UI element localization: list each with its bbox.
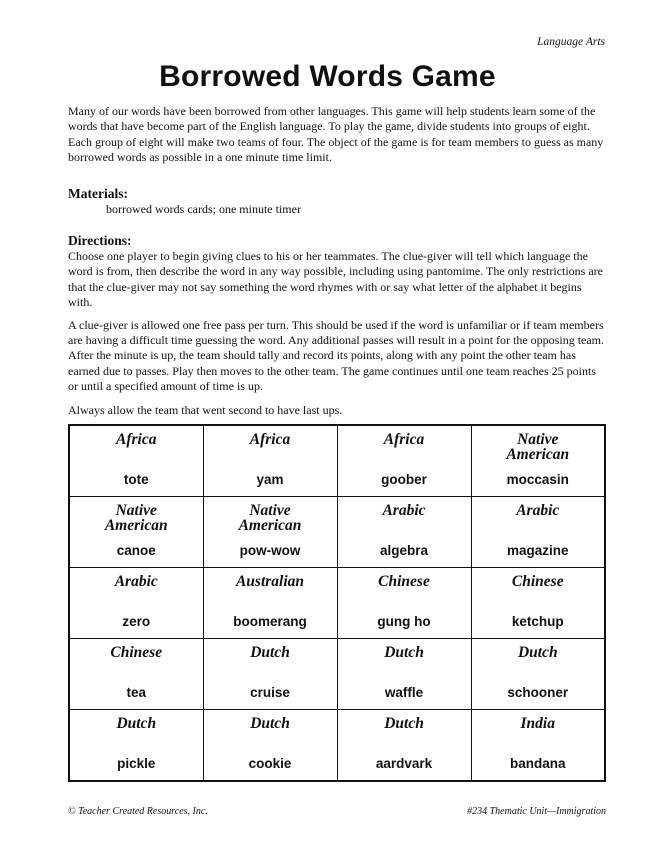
word-card — [69, 638, 203, 709]
card-word: zero — [122, 613, 151, 629]
word-card — [471, 638, 605, 709]
materials-heading: Materials: — [68, 185, 128, 201]
card-language: Dutch — [116, 714, 157, 732]
card-language: Arabic — [114, 572, 158, 590]
card-language: Dutch — [250, 643, 290, 661]
word-card — [471, 567, 605, 638]
card-language: Africa — [383, 431, 425, 448]
card-word: pow-wow — [239, 543, 301, 558]
card-language: Arabic — [382, 502, 426, 519]
word-card — [203, 567, 337, 638]
instructions — [68, 104, 608, 418]
card-language: Chinese — [378, 572, 430, 590]
card-word: tote — [123, 472, 149, 487]
card-language: Arabic — [516, 502, 560, 519]
card-word: ketchup — [511, 613, 564, 629]
word-card — [471, 425, 605, 497]
card-language: Africa — [116, 431, 157, 448]
word-card — [203, 425, 337, 497]
word-card — [203, 709, 337, 781]
word-card — [337, 638, 471, 709]
card-language: Dutch — [384, 643, 424, 661]
word-card — [203, 638, 337, 709]
card-language: India — [520, 714, 555, 732]
card-word: aardvark — [375, 755, 433, 771]
directions-paragraph-3: Always allow the team that went second to have last ups. — [68, 402, 343, 417]
card-language: Dutch — [517, 643, 558, 661]
card-word: cookie — [248, 755, 292, 771]
cards-row — [69, 567, 605, 638]
directions-paragraph-1: Choose one player to begin giving clues to his or her teammates. The clue-giver will tell which language the word is from, then describe the word in any way possible, including using pantomime. The only restrictions are that the clue-giver may not say something the word rhymes with or say what letter of the alphabet it begins with. — [68, 249, 604, 310]
cards-row — [69, 709, 605, 781]
footer-copyright: © Teacher Created Resources, Inc. — [68, 806, 208, 817]
page-title: Borrowed Words Game — [159, 60, 496, 93]
directions-paragraph-2: A clue-giver is allowed one free pass per turn. This should be used if the word is unfamiliar or if team members are having a difficult time guessing the word. Any additional passes will result in a point for the opposing team. After the minute is up, the team should tally and record its points, along with any point the other team has earned due to passes. Play then moves to the other team. The game continues until one team reaches 25 points or until a specified amount of time is up. — [68, 317, 605, 394]
intro-paragraph: Many of our words have been borrowed from other languages. This game will help students learn some of the words that have become part of the English language. To play the game, divide students into groups of eight. Each group of eight will make two teams of four. The object of the game is for team members to guess as many borrowed words as possible in a one minute time limit. — [68, 104, 604, 165]
card-word: goober — [381, 472, 427, 487]
card-word: gung ho — [377, 613, 431, 629]
word-card — [471, 497, 605, 568]
card-language: Native American — [104, 502, 168, 534]
word-card — [471, 709, 605, 781]
card-language: Africa — [249, 431, 291, 448]
footer-unit-label: #234 Thematic Unit—Immigration — [467, 806, 606, 817]
word-card — [337, 497, 471, 568]
word-card — [69, 567, 203, 638]
cards-row — [69, 425, 605, 497]
card-word: pickle — [117, 755, 156, 771]
word-card — [69, 425, 203, 497]
card-word: cruise — [250, 684, 290, 700]
card-language: Native American — [506, 431, 570, 463]
card-word: tea — [126, 684, 146, 700]
directions-heading: Directions: — [68, 233, 132, 249]
card-word: waffle — [384, 684, 424, 700]
card-language: Dutch — [250, 714, 290, 732]
word-card — [69, 497, 203, 568]
card-word: bandana — [509, 755, 566, 771]
card-language: Chinese — [511, 572, 564, 590]
cards-row — [69, 497, 605, 568]
subject-label: Language Arts — [537, 36, 605, 48]
cards-row — [69, 638, 605, 709]
word-card — [337, 709, 471, 781]
card-language: Australian — [235, 572, 305, 590]
word-card — [69, 709, 203, 781]
card-word: boomerang — [233, 613, 307, 629]
card-language: Dutch — [384, 714, 424, 732]
word-card — [337, 567, 471, 638]
card-word: canoe — [116, 543, 156, 558]
card-word: yam — [256, 472, 284, 487]
materials-text: borrowed words cards; one minute timer — [106, 201, 301, 216]
card-word: algebra — [379, 543, 429, 558]
word-card — [203, 497, 337, 568]
card-language: Chinese — [110, 643, 163, 661]
card-word: moccasin — [506, 472, 569, 487]
word-card — [337, 425, 471, 497]
card-language: Native American — [238, 502, 302, 534]
word-cards-grid — [68, 424, 606, 782]
card-word: magazine — [506, 543, 569, 558]
card-word: schooner — [507, 684, 569, 700]
